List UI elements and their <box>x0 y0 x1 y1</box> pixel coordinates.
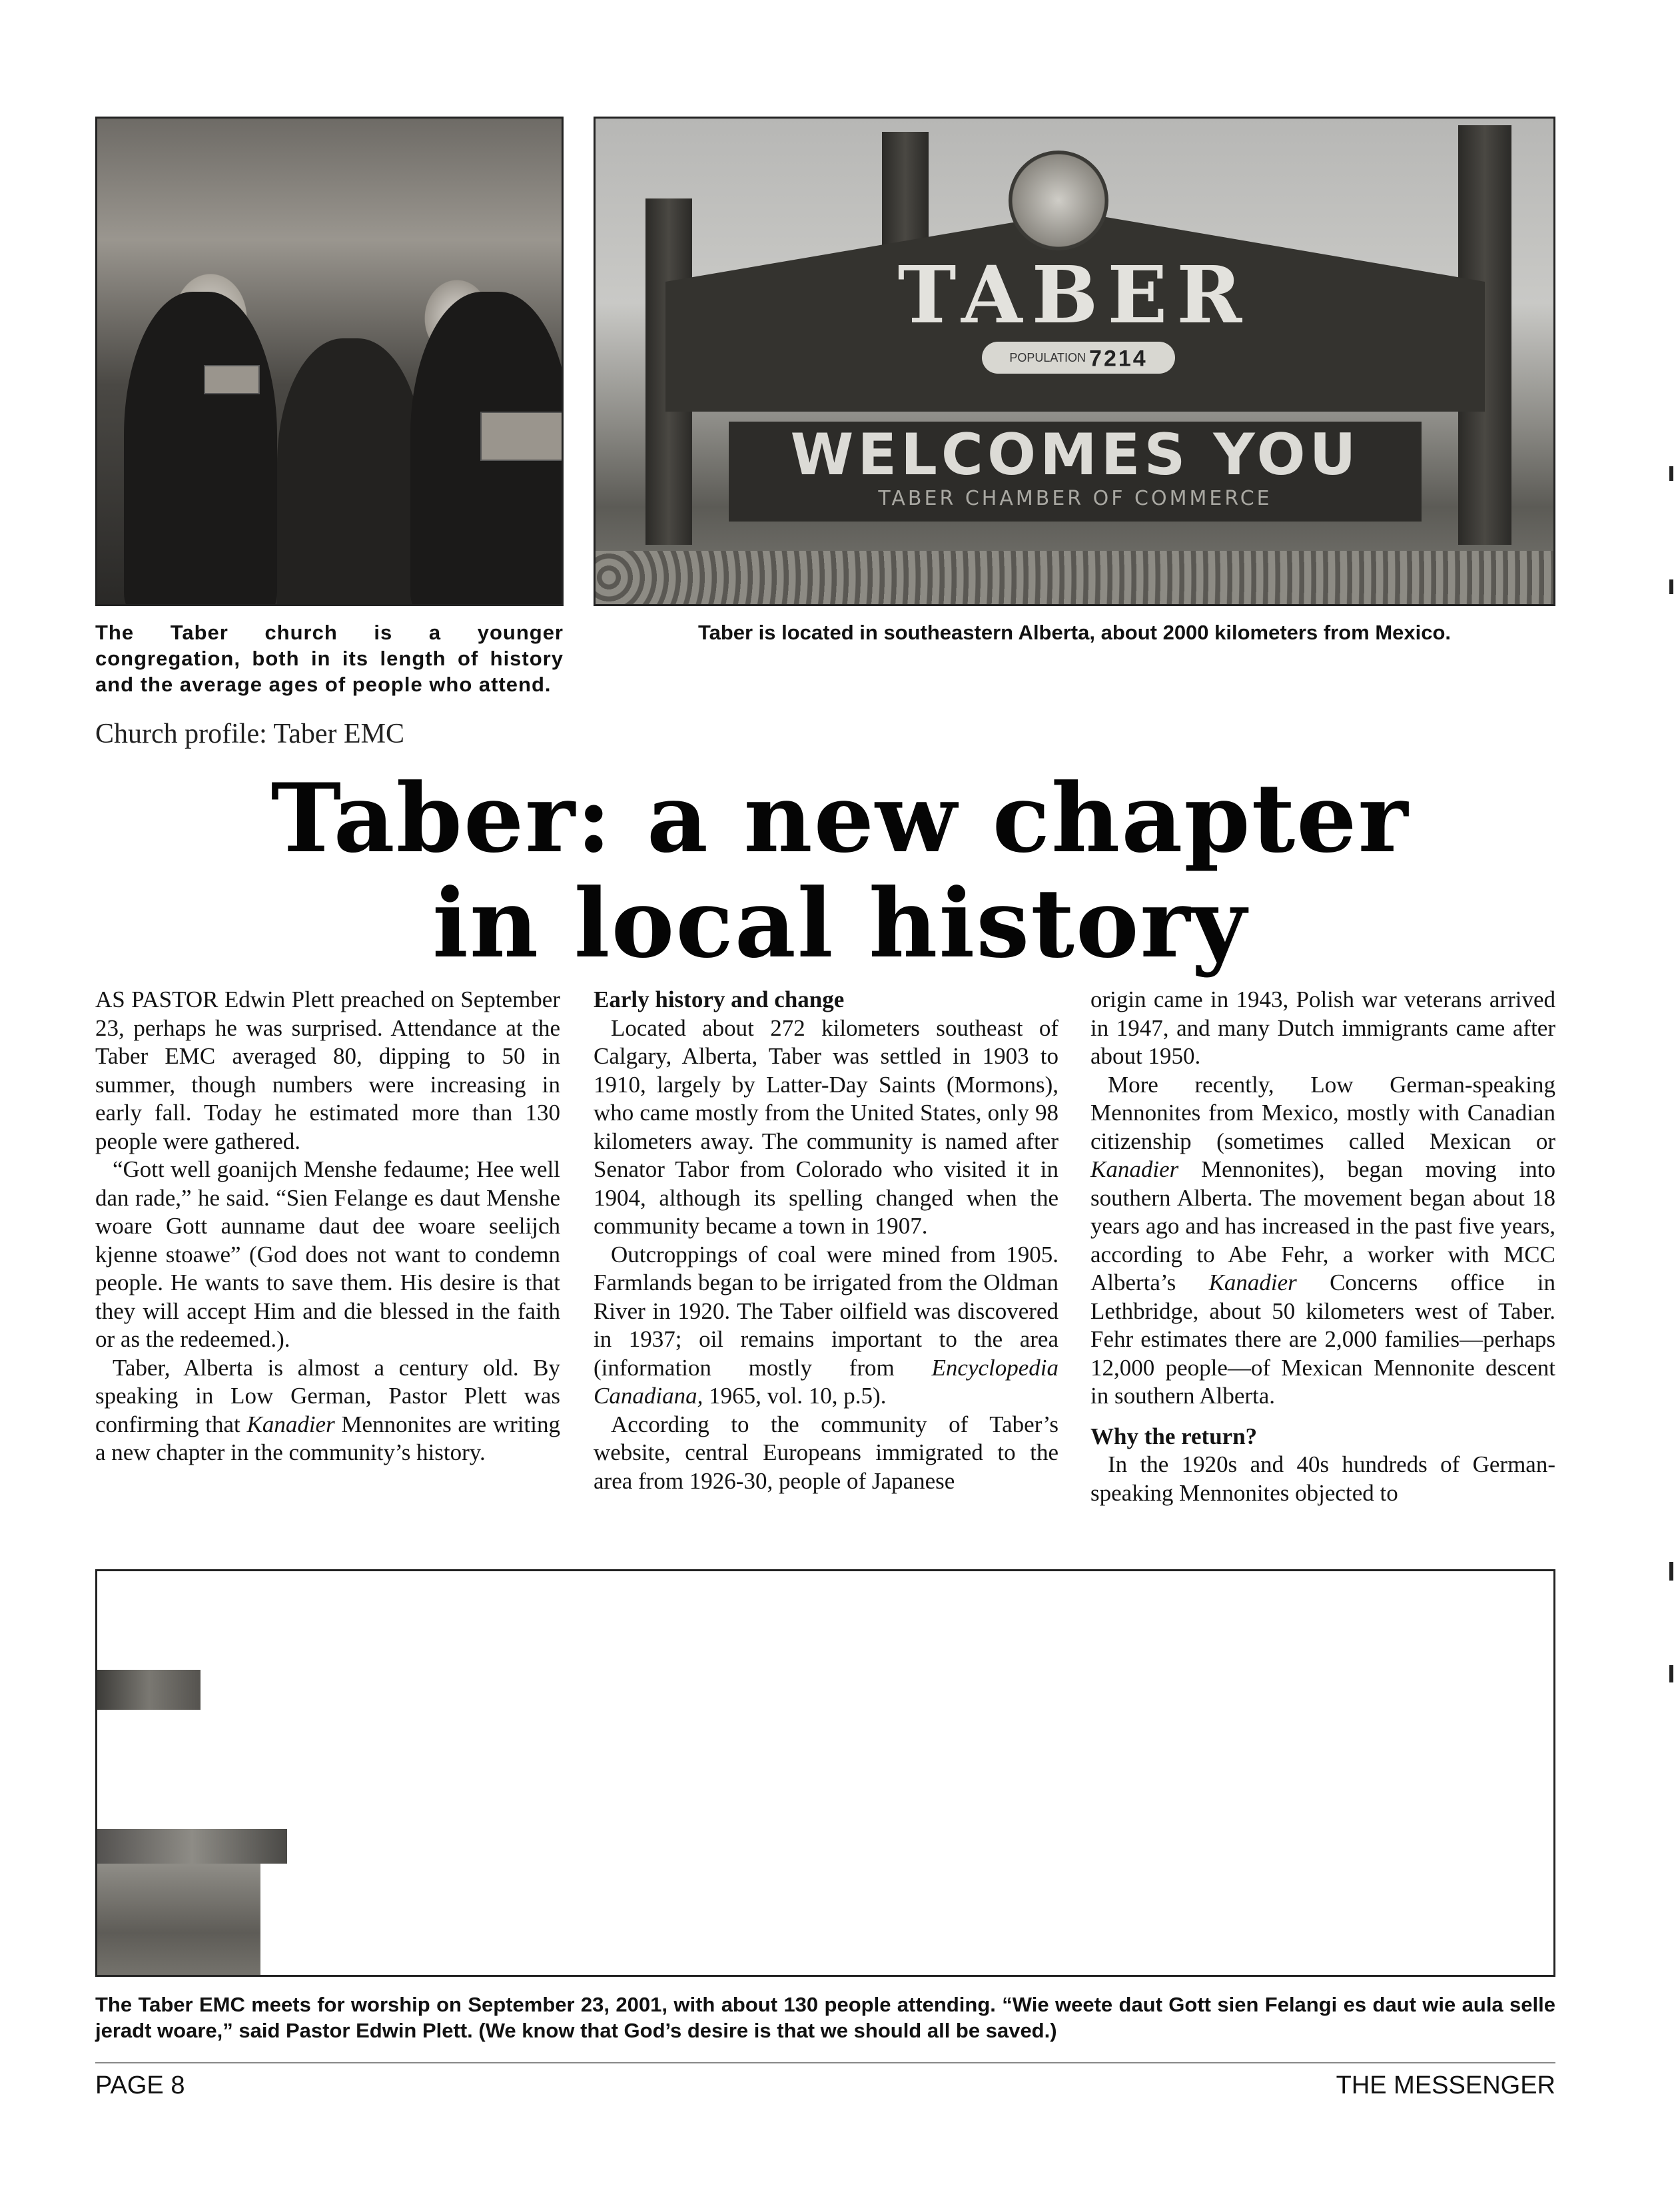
worship-caption: The Taber EMC meets for worship on September 23, 2001, with about 130 people attending. “Wie weete daut Gott sien Felangi es daut wie aula selle jeradt woare,” said Pastor Edwin Plett. (We know that God’s desire is that we should all be saved.) <box>95 1993 1555 2042</box>
sign-title: TABER <box>897 248 1252 341</box>
paragraph: Outcroppings of coal were mined from 1905. Farmlands began to be irrigated from the Oldman River in 1920. The Taber oilfield was discovered in 1937; oil remains important to the area (information mostly from Encyclopedia Canadiana, 1965, vol. 10, p.5). <box>594 1241 1058 1409</box>
photo-book <box>204 365 260 394</box>
photo-figure <box>277 338 424 606</box>
scan-mark <box>1669 579 1673 594</box>
paragraph: More recently, Low German-speaking Mennonites from Mexico, mostly with Canadian citizenship (sometimes called Mexican or Kanadier Mennonites), began moving into southern Alberta. The movement began about 18 years ago and has increased in the past five years, according to Abe Fehr, a worker with MCC Alberta’s Kanadier Concerns office in Lethbridge, about 50 kilometers west of Taber. Fehr estimates there are 2,000 families—perhaps 12,000 people—of Mexican Mennonite descent in southern Alberta. <box>1090 1071 1556 1409</box>
subheading: Early history and change <box>594 986 845 1012</box>
sign-post <box>882 132 929 252</box>
sign-rocks <box>596 551 1553 604</box>
congregation-photo <box>95 117 564 606</box>
sign-chamber-text: TABER CHAMBER OF COMMERCE <box>878 487 1272 510</box>
scan-mark <box>1669 1562 1673 1581</box>
paragraph: “Gott well goanijch Menshe fedaume; Hee well dan rade,” he said. “Sien Felange es daut Menshe woare Gott aunname daut dee woare seelijch kjenne stoawe” (God does not want to condemn people. He wants to save them. His desire is that they will accept Him and die blessed in the faith or as the redeemed.). <box>95 1156 560 1352</box>
article-column-2 <box>594 986 1058 1495</box>
photo-book <box>480 412 563 461</box>
article-kicker: Church profile: Taber EMC <box>95 719 405 749</box>
sign-population-value: 7214 <box>1089 346 1148 372</box>
congregation-caption: The Taber church is a younger congregation, both in its length of history and the average ages of people who attend. <box>95 621 564 696</box>
sign-population-label: POPULATION <box>1009 351 1086 364</box>
paragraph: origin came in 1943, Polish war veterans arrived in 1947, and many Dutch immigrants came after about 1950. <box>1090 986 1555 1069</box>
headline-line-1: Taber: a new chapter <box>270 763 1410 874</box>
sign-population <box>982 342 1175 374</box>
article-column-3 <box>1090 986 1555 1507</box>
footer-divider <box>95 2062 1555 2063</box>
photo-figure <box>124 292 277 606</box>
publication-name: THE MESSENGER <box>1336 2071 1555 2099</box>
sign-caption: Taber is located in southeastern Alberta, about 2000 kilometers from Mexico. <box>697 621 1452 644</box>
scan-mark <box>1669 466 1673 481</box>
paragraph: According to the community of Taber’s website, central Europeans immigrated to the area from 1926-30, people of Japanese <box>594 1411 1058 1494</box>
sign-welcome-text: WELCOMES YOU <box>790 422 1360 488</box>
article-headline <box>0 763 1680 979</box>
worship-photo <box>95 1569 1555 1977</box>
scan-mark <box>1669 1665 1673 1682</box>
photo-fragment <box>97 1829 287 1864</box>
page-number: PAGE 8 <box>95 2071 185 2099</box>
article-column-1 <box>95 986 560 1467</box>
paragraph: In the 1920s and 40s hundreds of German-speaking Mennonites objected to <box>1090 1451 1555 1506</box>
sign-board <box>729 422 1422 522</box>
headline-line-2: in local history <box>432 869 1248 979</box>
photo-fragment <box>97 1670 201 1710</box>
subheading: Why the return? <box>1090 1423 1258 1449</box>
paragraph: Located about 272 kilometers southeast of Calgary, Alberta, Taber was settled in 1903 to 1910, largely by Latter-Day Saints (Mormons), who came mostly from the United States, only 98 kilometers away. The community is named after Senator Tabor from Colorado who visited it in 1904, although its spelling changed when the community became a town in 1907. <box>594 1014 1058 1239</box>
town-emblem-icon <box>1009 151 1108 250</box>
taber-sign-photo <box>594 117 1555 606</box>
paragraph: AS PASTOR Edwin Plett preached on September 23, perhaps he was surprised. Attendance at the Taber EMC averaged 80, dipping to 50 in summer, though numbers were increasing in early fall. Today he estimated more than 130 people were gathered. <box>95 986 560 1154</box>
paragraph: Taber, Alberta is almost a century old. By speaking in Low German, Pastor Plett was confirming that Kanadier Mennonites are writing a new chapter in the community’s history. <box>95 1354 560 1465</box>
photo-fragment <box>97 1864 260 1977</box>
